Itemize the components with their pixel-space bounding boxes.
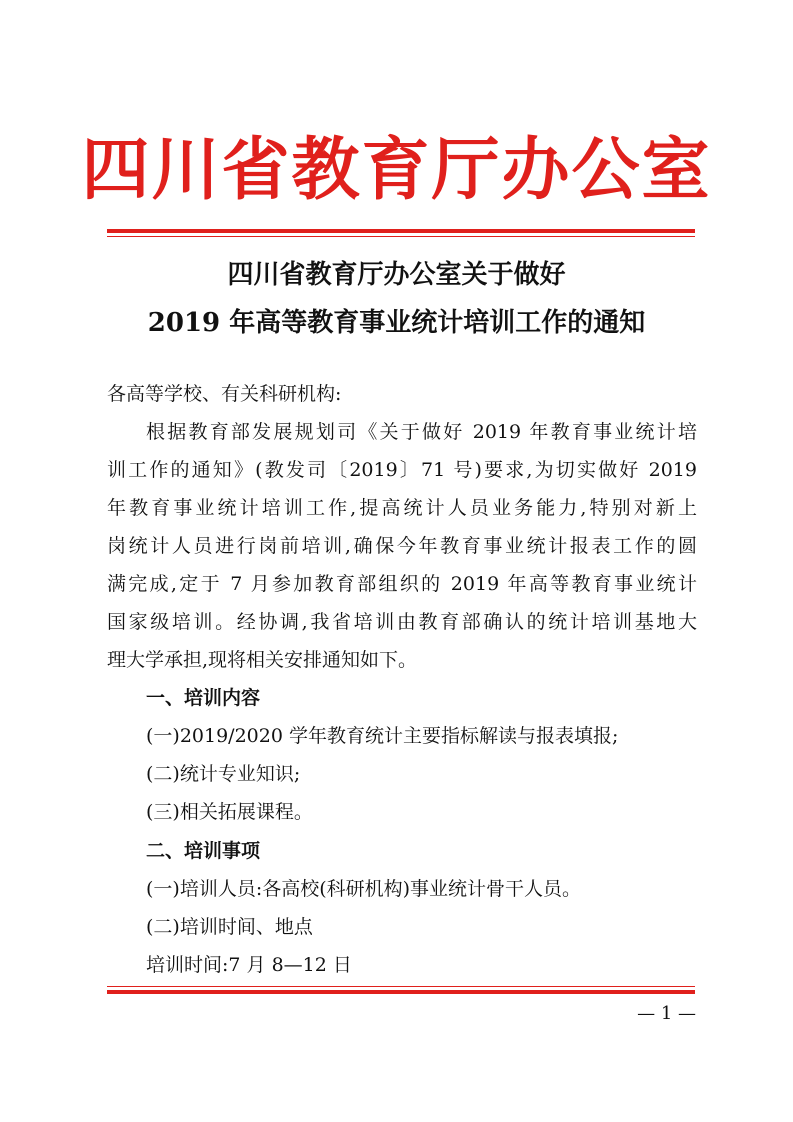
list-item: (一)2019/2020 学年教育统计主要指标解读与报表填报; [146,725,619,747]
footer-rule-thick [107,990,695,994]
paragraph-line: 满完成,定于 7 月参加教育部组织的 2019 年高等教育事业统计 [107,573,697,595]
section-heading-1: 一、培训内容 [146,687,261,709]
list-item: (二)培训时间、地点 [146,916,313,938]
letterhead-org-name: 四川省教育厅办公室 [81,130,712,210]
paragraph-line: 根据教育部发展规划司《关于做好 2019 年教育事业统计培 [146,421,697,443]
paragraph-line: 岗统计人员进行岗前培训,确保今年教育事业统计报表工作的圆 [107,535,697,557]
paragraph-line: 年教育事业统计培训工作,提高统计人员业务能力,特别对新上 [107,497,697,519]
document-title-line-1: 四川省教育厅办公室关于做好 [227,260,566,290]
list-item: (二)统计专业知识; [146,763,301,785]
paragraph-line: 理大学承担,现将相关安排通知如下。 [107,649,418,671]
salutation: 各高等学校、有关科研机构: [107,383,342,405]
document-title-line-2: 2019 年高等教育事业统计培训工作的通知 [147,308,646,338]
letterhead-rule-thin [107,236,695,237]
letterhead-rule-thick [107,229,695,233]
paragraph-line: 国家级培训。经协调,我省培训由教育部确认的统计培训基地大 [107,611,697,633]
list-item: (一)培训人员:各高校(科研机构)事业统计骨干人员。 [146,878,582,900]
paragraph-line: 训工作的通知》(教发司〔2019〕71 号)要求,为切实做好 2019 [107,459,697,481]
list-item: (三)相关拓展课程。 [146,801,313,823]
footer-rule-thin [107,986,695,987]
section-heading-2: 二、培训事项 [146,840,261,862]
page-number: — 1 — [637,1003,696,1024]
training-time: 培训时间:7 月 8—12 日 [146,954,352,976]
